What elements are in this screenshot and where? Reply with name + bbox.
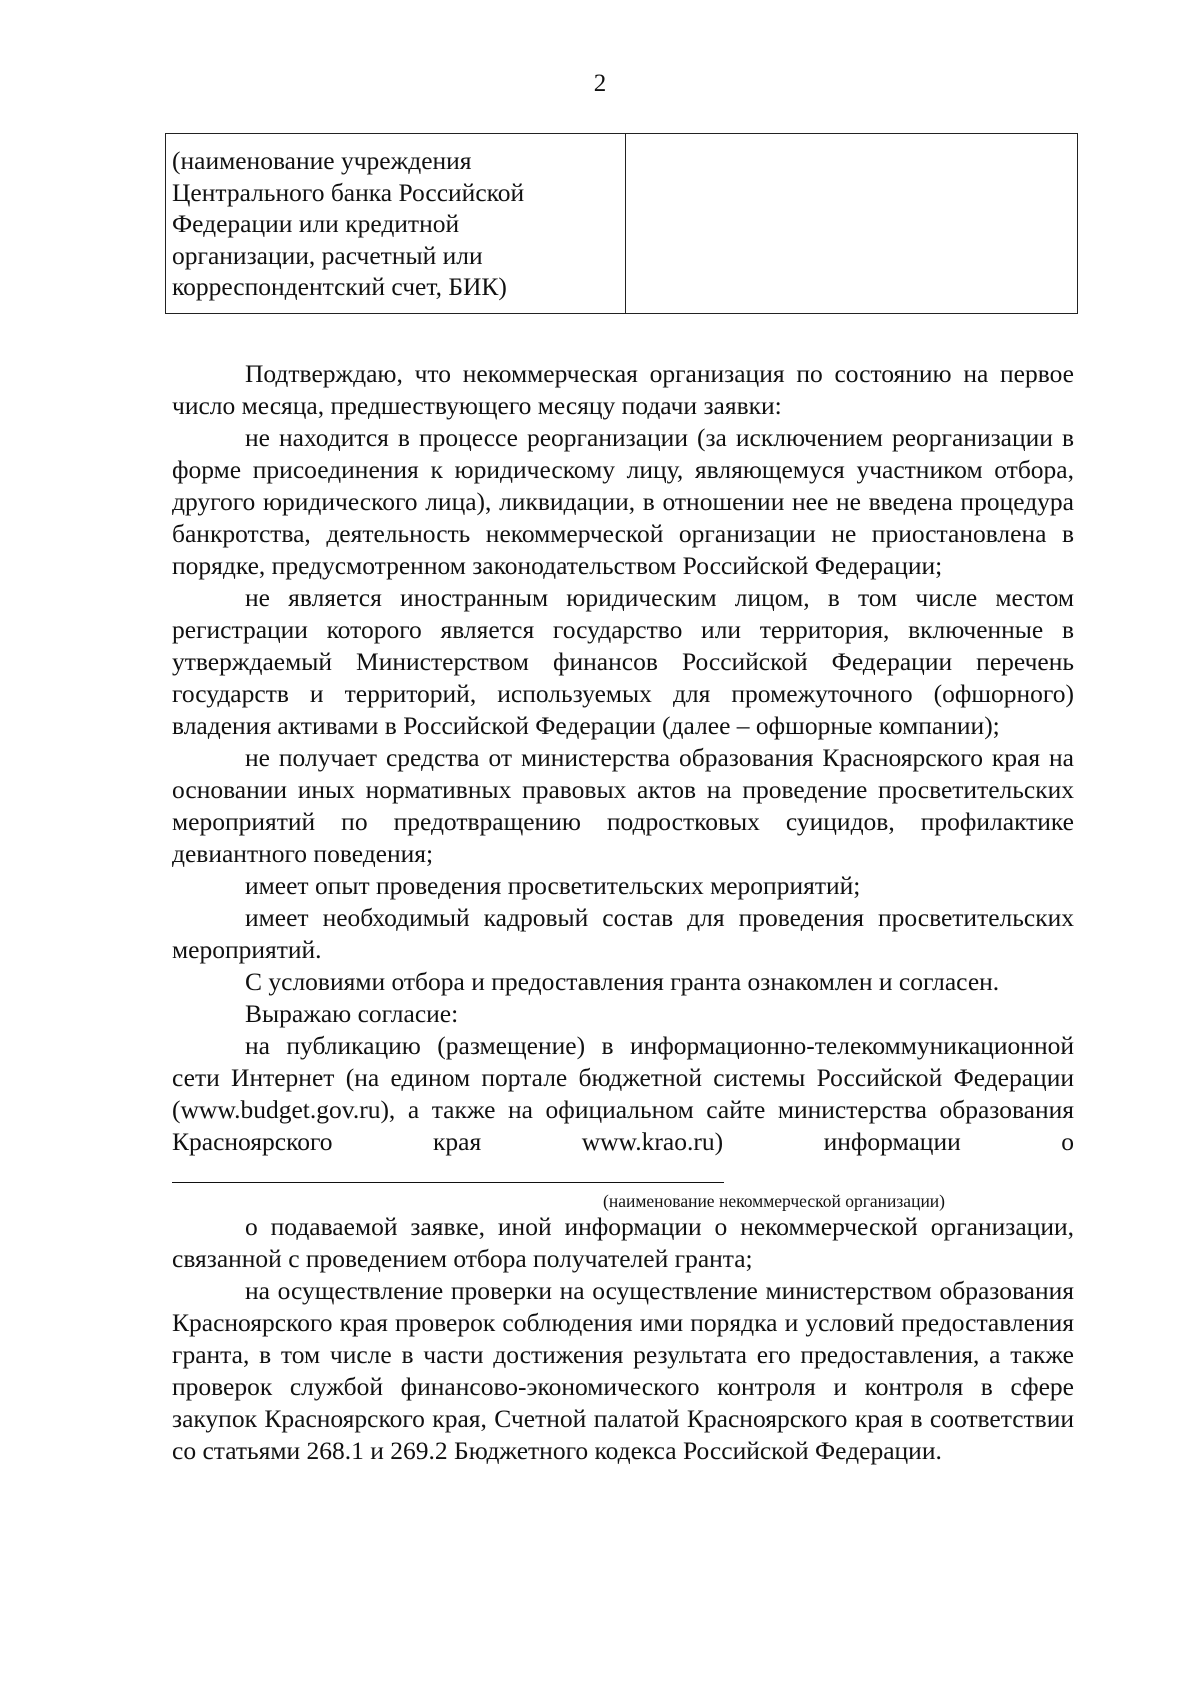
condition-staff: имеет необходимый кадровый состав для проведения просветительских мероприятий.	[172, 903, 1074, 964]
terms-acknowledgement: С условиями отбора и предоставления гранта ознакомлен и согласен.	[245, 967, 1000, 996]
table-row	[166, 134, 1078, 314]
consent-inspections: на осуществление проверки на осуществление министерством образования Красноярского края проверок соблюдения ими порядка и условий предоставления гранта, в том числе в части достижения результата его предоставления, а также проверок службой финансово-экономического контроля и контроля в сфере закупок Красноярского края, Счетной палатой Красноярского края в соответствии со статьями 268.1 и 269.2 Бюджетного кодекса Российской Федерации.	[172, 1276, 1074, 1465]
bank-details-label-cell	[166, 134, 626, 314]
page-number: 2	[593, 70, 607, 97]
organization-name-blank	[172, 1158, 724, 1183]
bank-details-label: (наименование учреждения Центрального банка Российской Федерации или кредитной организации, расчетный или корреспондентский счет, БИК)	[172, 146, 525, 301]
confirmation-intro: Подтверждаю, что некоммерческая организация по состоянию на первое число месяца, предшествующего месяцу подачи заявки:	[172, 359, 1074, 420]
condition-no-reorganization: не находится в процессе реорганизации (за исключением реорганизации в форме присоединения к юридическому лицу, являющемуся участником отбора, другого юридического лица), ликвидации, в отношении нее не введена процедура банкротства, деятельность некоммерческой организации не приостановлена в порядке, предусмотренном законодательством Российской Федерации;	[172, 423, 1074, 580]
condition-experience: имеет опыт проведения просветительских мероприятий;	[245, 871, 861, 900]
document-body	[172, 358, 1074, 1467]
consent-publication-text: на публикацию (размещение) в информационно-телекоммуникационной сети Интернет (на едином портале бюджетной системы Российской Федерации (www.budget.gov.ru), а также на официальном сайте министерства образования Красноярского края www.krao.ru) информации о	[172, 1031, 1074, 1156]
consent-heading: Выражаю согласие:	[245, 999, 459, 1028]
consent-application-info: о подаваемой заявке, иной информации о некоммерческой организации, связанной с проведением отбора получателей гранта;	[172, 1212, 1074, 1273]
bank-details-table	[165, 133, 1078, 314]
bank-details-value-cell	[626, 134, 1078, 314]
organization-name-caption: (наименование некоммерческой организации)	[603, 1191, 946, 1211]
consent-publication	[172, 1030, 1074, 1191]
condition-not-foreign: не является иностранным юридическим лицом, в том числе местом регистрации которого является государство или территория, включенные в утверждаемый Министерством финансов Российской Федерации перечень государств и территорий, используемых для промежуточного (офшорного) владения активами в Российской Федерации (далее – офшорные компании);	[172, 583, 1074, 740]
condition-no-other-funding: не получает средства от министерства образования Красноярского края на основании иных нормативных правовых актов на проведение просветительских мероприятий по предотвращению подростковых суицидов, профилактике девиантного поведения;	[172, 743, 1074, 868]
